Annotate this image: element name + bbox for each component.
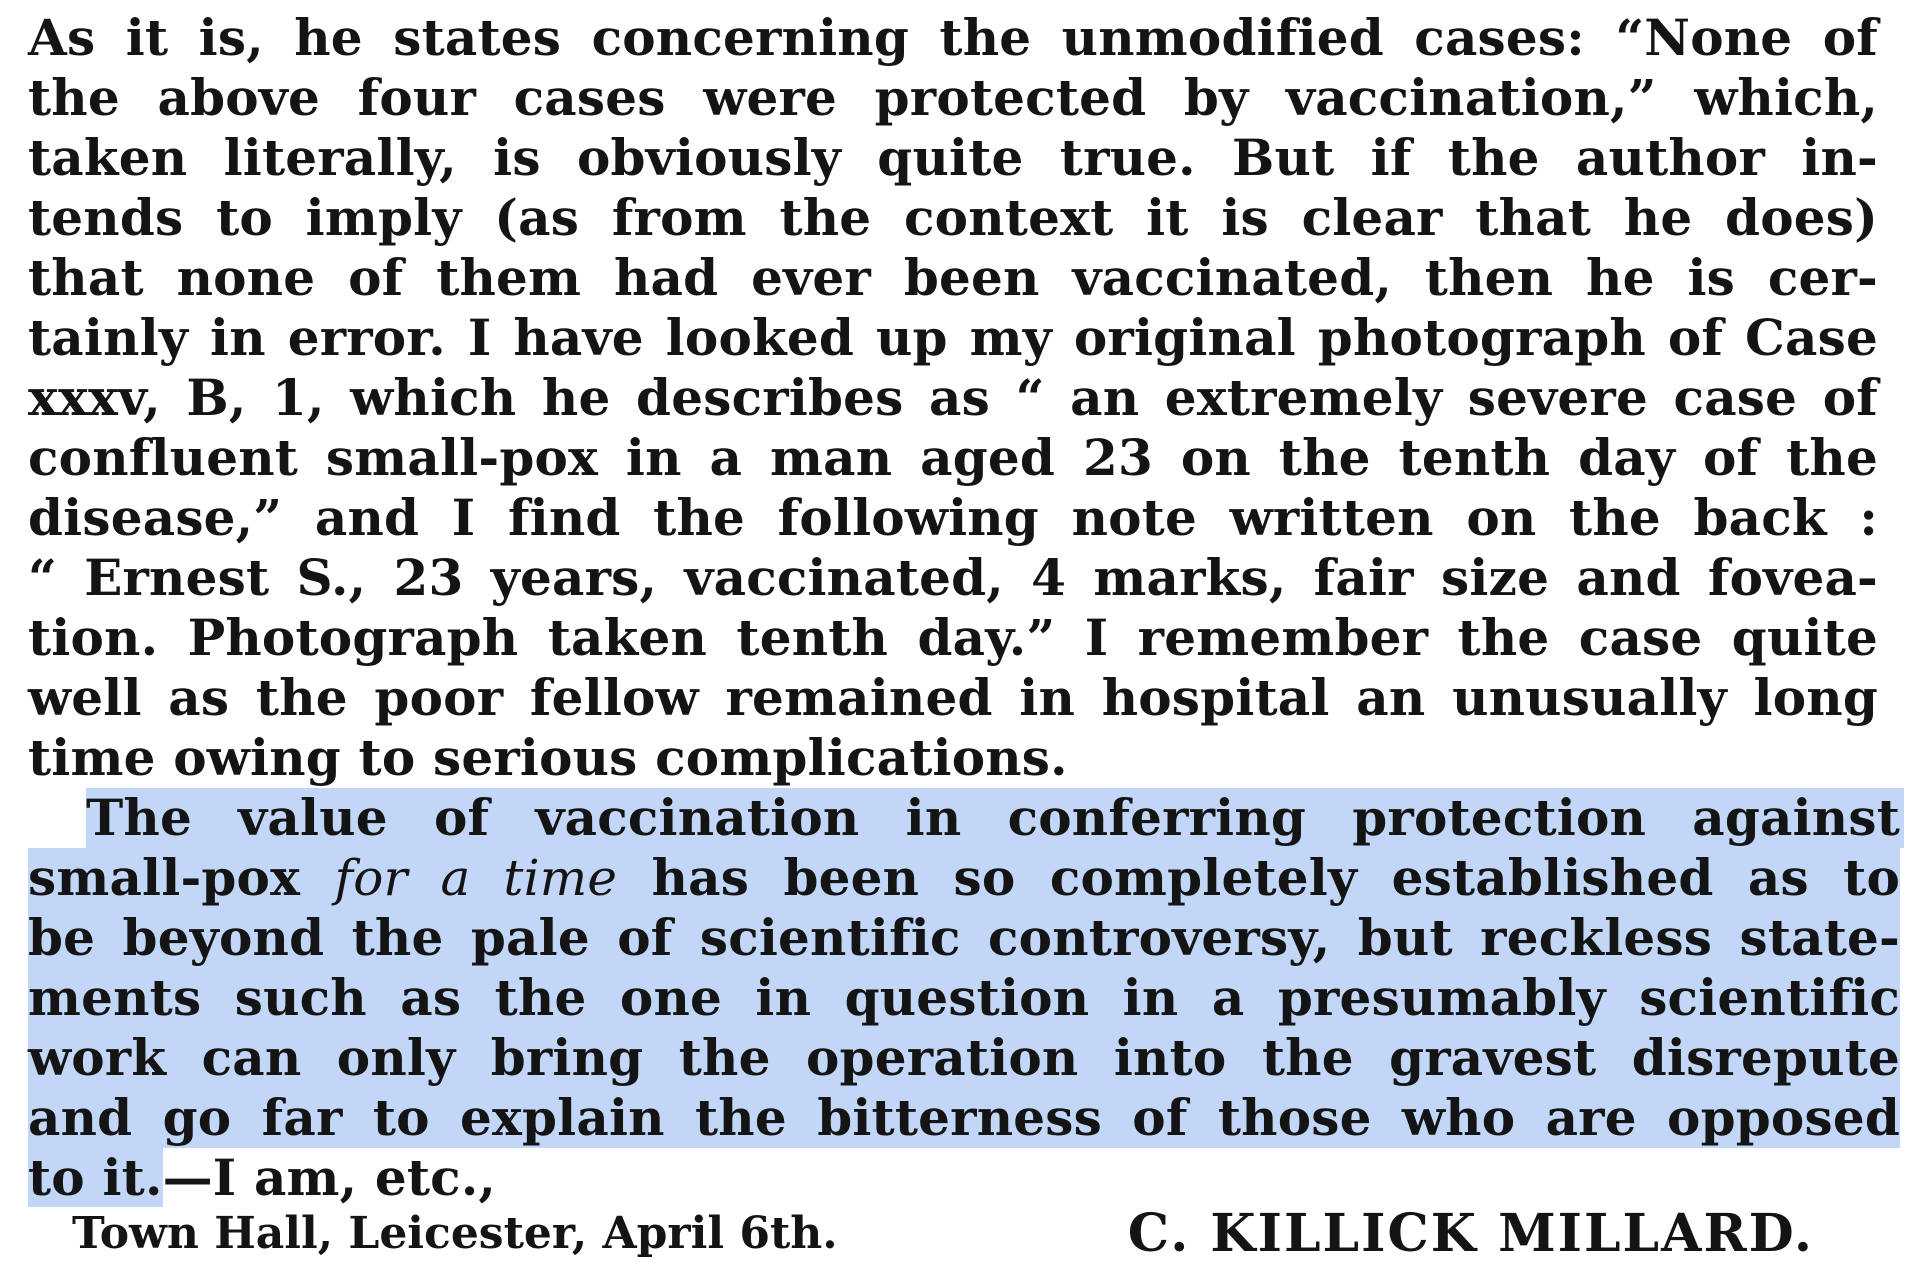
author-signature: C. KILLICK MILLARD. <box>1127 1203 1814 1264</box>
text-line: well as the poor fellow remained in hospital an unusually long <box>28 668 1878 727</box>
text-line: “ Ernest S., 23 years, vaccinated, 4 marks, fair size and fovea- <box>28 548 1878 607</box>
text-line: confluent small-pox in a man aged 23 on the tenth day of the <box>28 428 1878 487</box>
text-line: disease,” and I find the following note written on the back : <box>28 488 1878 547</box>
selected-text-line[interactable]: ments such as the one in question in a presumably scientific <box>28 968 1900 1027</box>
text-line: time owing to serious complications. <box>28 728 1068 787</box>
text-line: taken literally, is obviously quite true. But if the author in- <box>28 128 1878 187</box>
selected-text-line[interactable]: The value of vaccination in conferring protection against <box>86 788 1904 848</box>
text-segment: has been so completely established as to <box>651 848 1901 907</box>
text-line: As it is, he states concerning the unmodified cases: “None of <box>28 8 1878 67</box>
selected-text-fragment[interactable]: to it. <box>28 1148 163 1207</box>
selected-text-line[interactable]: and go far to explain the bitterness of those who are opposed <box>28 1088 1900 1147</box>
closing-phrase: —I am, etc., <box>162 1148 497 1207</box>
text-line: tends to imply (as from the context it is clear that he does) <box>28 188 1878 247</box>
text-line: that none of them had ever been vaccinated, then he is cer- <box>28 248 1878 307</box>
italic-phrase: for a time <box>334 849 618 907</box>
text-line <box>28 1148 496 1208</box>
text-segment: small-pox <box>28 848 301 907</box>
text-line: tion. Photograph taken tenth day.” I remember the case quite <box>28 608 1878 667</box>
text-line: tainly in error. I have looked up my original photograph of Case <box>28 308 1878 367</box>
selected-text-line[interactable] <box>28 848 1900 908</box>
text-line: xxxv, B, 1, which he describes as “ an extremely severe case of <box>28 368 1878 427</box>
selected-text-line[interactable]: work can only bring the operation into the gravest disrepute <box>28 1028 1900 1087</box>
address-dateline: Town Hall, Leicester, April 6th. <box>72 1208 838 1259</box>
selected-text-line[interactable]: be beyond the pale of scientific controversy, but reckless state- <box>28 908 1900 967</box>
text-line: the above four cases were protected by vaccination,” which, <box>28 68 1878 127</box>
